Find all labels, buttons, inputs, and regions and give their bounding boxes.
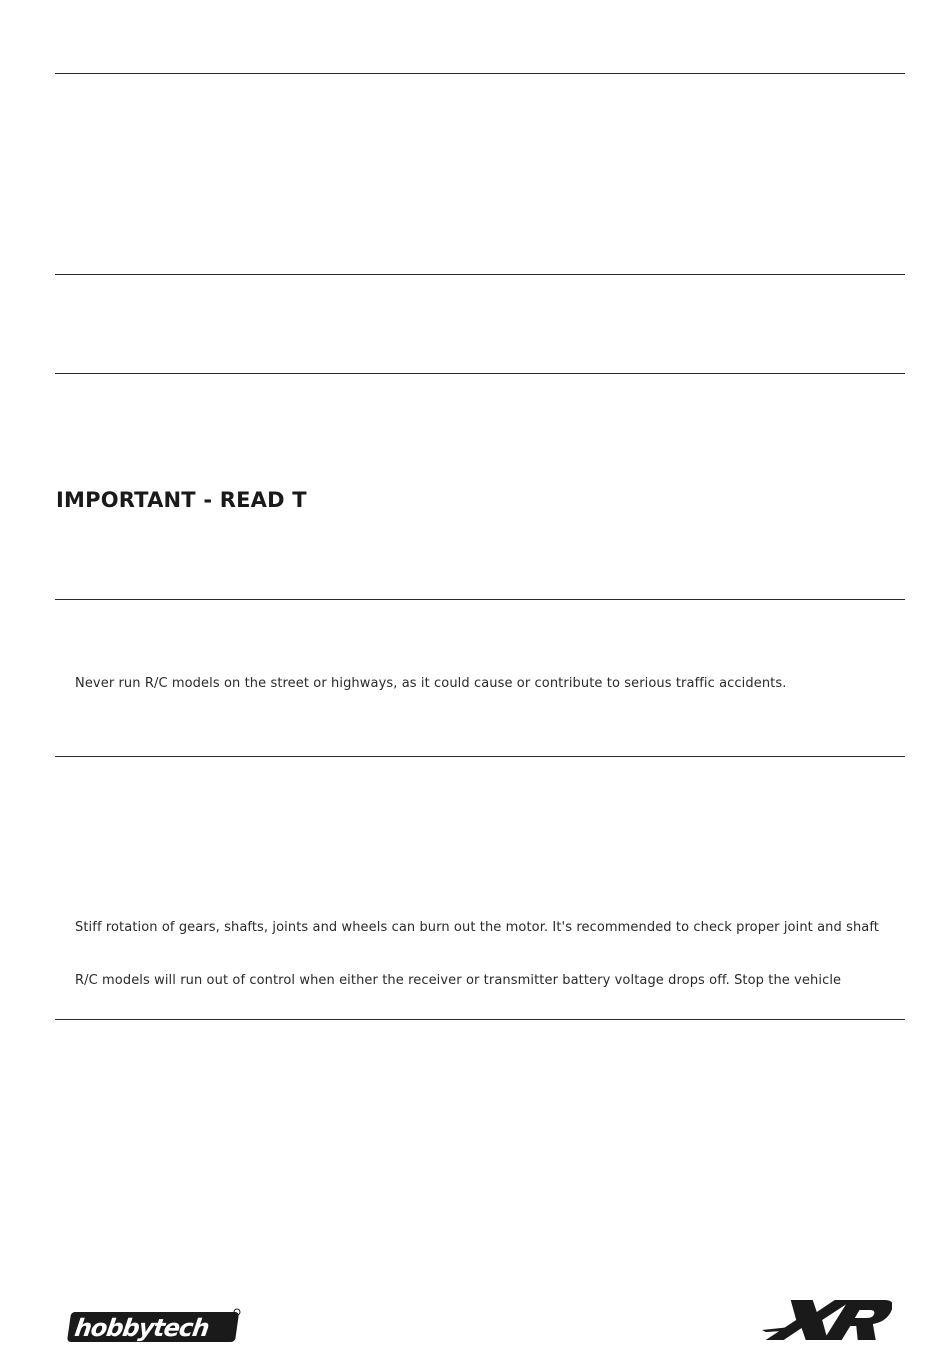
divider-3	[55, 373, 905, 374]
warning-street: Never run R/C models on the street or highways, as it could cause or contribute to serious traffic accidents.	[75, 676, 787, 691]
divider-4	[55, 599, 905, 600]
divider-2	[55, 274, 905, 275]
svg-text:hobbytech: hobbytech	[72, 1314, 211, 1342]
warning-battery: R/C models will run out of control when either the receiver or transmitter battery voltage drops off. Stop the vehicle	[75, 973, 842, 988]
hobbytech-logo	[66, 1306, 242, 1346]
divider-1	[55, 73, 905, 74]
divider-5	[55, 756, 905, 757]
page-heading: IMPORTANT - READ T	[56, 488, 307, 512]
xr-logo	[762, 1296, 892, 1344]
warning-stiff-rotation: Stiff rotation of gears, shafts, joints and wheels can burn out the motor. It's recommended to check proper joint and shaft	[75, 920, 880, 935]
divider-6	[55, 1019, 905, 1020]
